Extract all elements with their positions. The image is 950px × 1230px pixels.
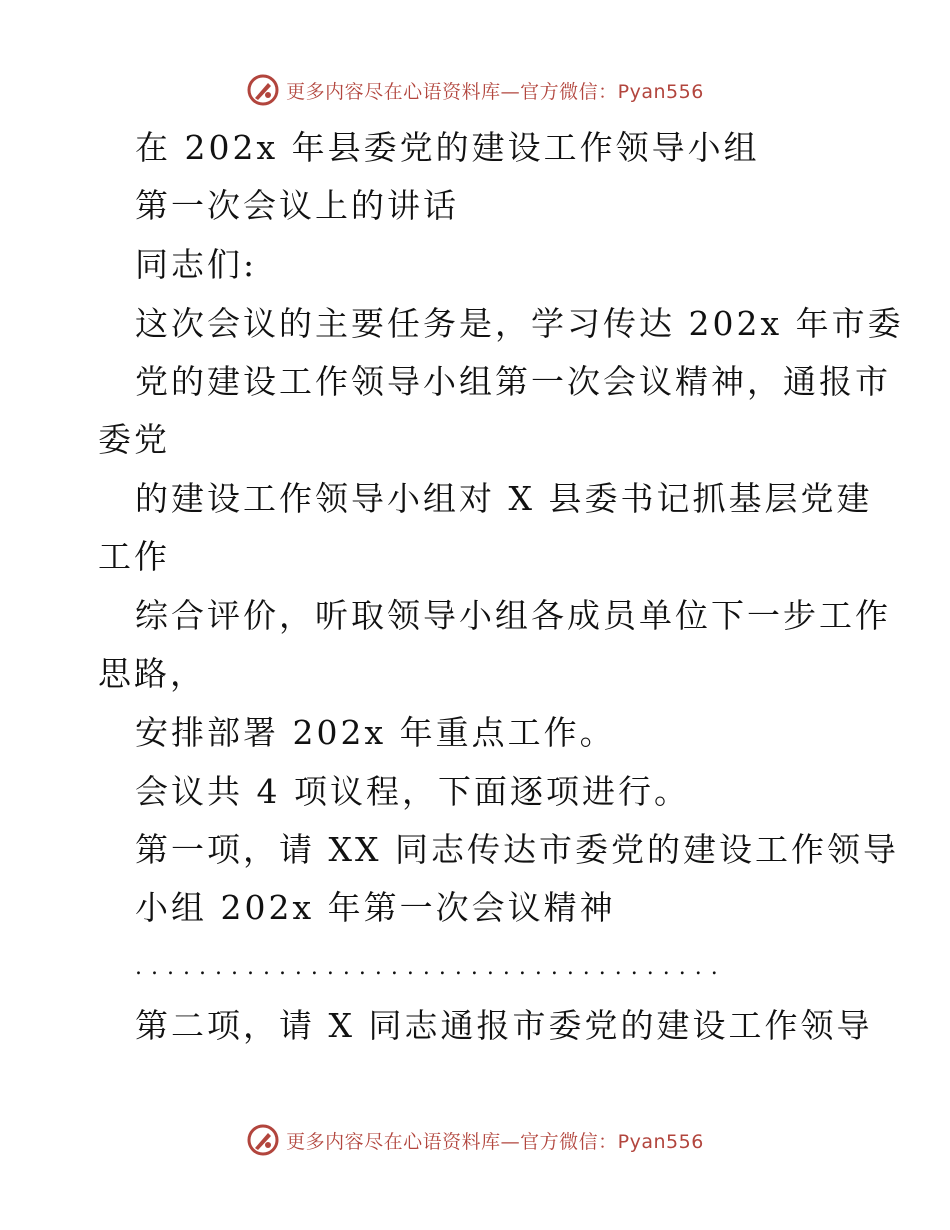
- header-watermark: [0, 70, 950, 110]
- paragraph-line: 会议共 4 项议程，下面逐项进行。: [135, 772, 690, 811]
- paragraph-line: 党的建设工作领导小组第一次会议精神，通报市: [135, 362, 891, 401]
- paragraph-line: 思路，: [98, 654, 206, 693]
- footer-watermark: [0, 1120, 950, 1160]
- title-line-1: 在 202x 年县委党的建设工作领导小组: [135, 128, 760, 167]
- agenda-item-2: 第二项，请 X 同志通报市委党的建设工作领导: [135, 1006, 873, 1045]
- watermark-id: Pyan556: [617, 80, 704, 103]
- agenda-item-1: 第一项，请 XX 同志传达市委党的建设工作领导: [135, 830, 899, 869]
- watermark-text: 更多内容尽在心语资料库—官方微信：Pyan556: [286, 80, 704, 103]
- watermark-text: 更多内容尽在心语资料库—官方微信：Pyan556: [286, 1130, 704, 1153]
- paragraph-line: 工作: [98, 537, 170, 576]
- title-line-2: 第一次会议上的讲话: [135, 186, 459, 225]
- pen-logo-icon: [246, 1123, 280, 1157]
- agenda-item-1-cont: 小组 202x 年第一次会议精神: [135, 888, 616, 927]
- paragraph-line: 的建设工作领导小组对 X 县委书记抓基层党建: [135, 479, 873, 518]
- paragraph-line: 综合评价，听取领导小组各成员单位下一步工作: [135, 596, 891, 635]
- paragraph-line: 委党: [98, 420, 170, 459]
- watermark-id: Pyan556: [617, 1130, 704, 1153]
- paragraph-line: 这次会议的主要任务是，学习传达 202x 年市委: [135, 304, 904, 343]
- paragraph-line: 安排部署 202x 年重点工作。: [135, 713, 616, 752]
- dotted-separator: .....................................: [135, 955, 727, 980]
- salutation: 同志们:: [135, 245, 258, 284]
- pen-logo-icon: [246, 73, 280, 107]
